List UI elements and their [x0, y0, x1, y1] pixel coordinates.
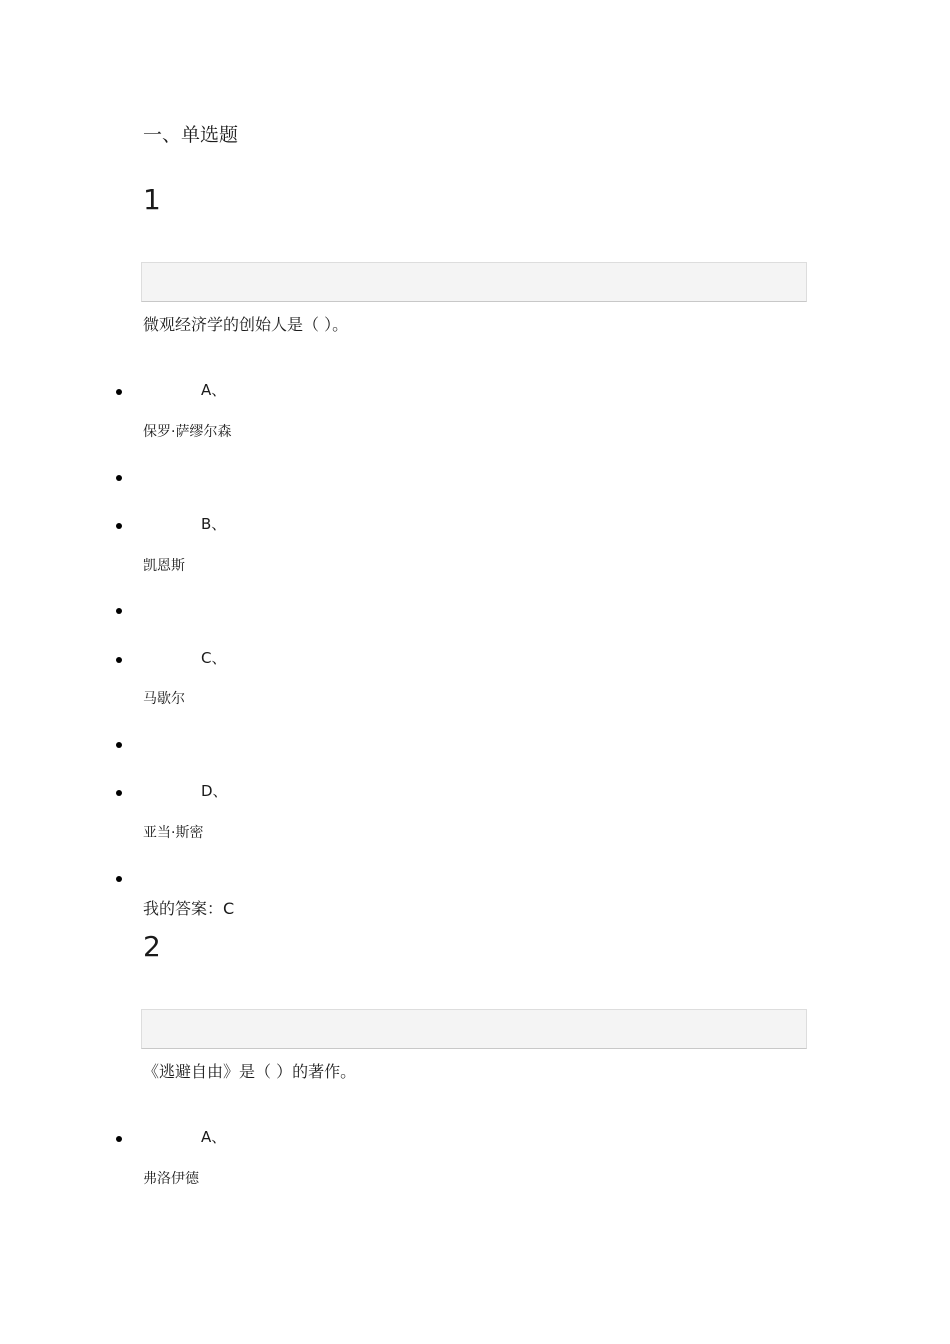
bullet-icon	[116, 876, 122, 882]
option-text: 保罗·萨缪尔森	[143, 424, 232, 440]
option-text: 弗洛伊德	[143, 1171, 199, 1187]
option-text: 凯恩斯	[143, 558, 185, 574]
bullet-icon	[116, 790, 122, 796]
option-label: A、	[201, 1128, 227, 1146]
bullet-icon	[116, 1136, 122, 1142]
bullet-icon	[116, 657, 122, 663]
question-header-box	[141, 262, 807, 302]
bullet-icon	[116, 475, 122, 481]
question-text: 微观经济学的创始人是（ ）。	[143, 315, 349, 334]
option-label: D、	[201, 782, 228, 800]
question-number: 2	[143, 930, 161, 963]
my-answer: 我的答案：C	[143, 899, 235, 918]
bullet-icon	[116, 742, 122, 748]
question-header-box	[141, 1009, 807, 1049]
option-text: 亚当·斯密	[143, 825, 204, 841]
section-title: 一、单选题	[143, 124, 239, 146]
option-text: 马歇尔	[143, 691, 185, 707]
bullet-icon	[116, 523, 122, 529]
bullet-icon	[116, 389, 122, 395]
question-number: 1	[143, 183, 161, 216]
question-text: 《逃避自由》是（ ）的著作。	[143, 1062, 357, 1081]
option-label: B、	[201, 515, 227, 533]
option-label: A、	[201, 381, 227, 399]
option-label: C、	[201, 649, 227, 667]
bullet-icon	[116, 608, 122, 614]
